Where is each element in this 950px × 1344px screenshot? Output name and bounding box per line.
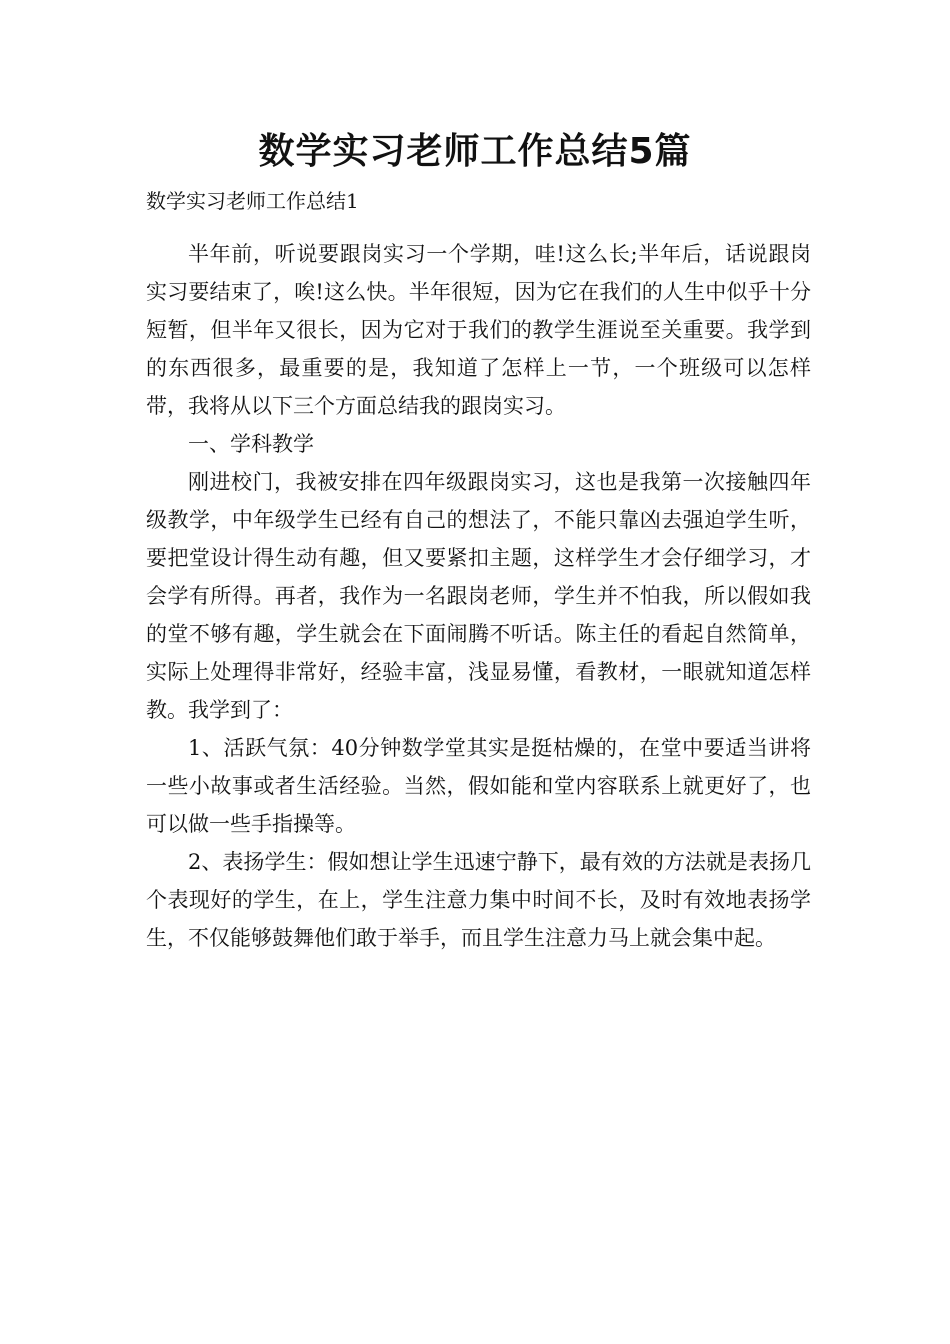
- document-body: [146, 235, 811, 957]
- paragraph-point-2: 2、表扬学生：假如想让学生迅速宁静下，最有效的方法就是表扬几个表现好的学生，在上，学生注意力集中时间不长，及时有效地表扬学生，不仅能够鼓舞他们敢于举手，而且学生注意力马上就会集中起。: [146, 850, 811, 950]
- paragraph-intro: 半年前，听说要跟岗实习一个学期，哇!这么长;半年后，话说跟岗实习要结束了，唉!这么快。半年很短，因为它在我们的人生中似乎十分短暂，但半年又很长，因为它对于我们的教学生涯说至关重要。我学到的东西很多，最重要的是，我知道了怎样上一节，一个班级可以怎样带，我将从以下三个方面总结我的跟岗实习。: [146, 242, 811, 418]
- document-title: 数学实习老师工作总结5篇: [258, 131, 692, 172]
- paragraph-point-1: 1、活跃气氛：40分钟数学堂其实是挺枯燥的，在堂中要适当讲将一些小故事或者生活经验。当然，假如能和堂内容联系上就更好了，也可以做一些手指操等。: [146, 736, 811, 836]
- document-subtitle: 数学实习老师工作总结1: [146, 189, 359, 213]
- section-heading-subject-teaching: 一、学科教学: [188, 432, 314, 456]
- paragraph-subject-teaching: 刚进校门，我被安排在四年级跟岗实习，这也是我第一次接触四年级教学，中年级学生已经有自己的想法了，不能只靠凶去强迫学生听，要把堂设计得生动有趣，但又要紧扣主题，这样学生才会仔细学习，才会学有所得。再者，我作为一名跟岗老师，学生并不怕我，所以假如我的堂不够有趣，学生就会在下面闹腾不听话。陈主任的看起自然简单，实际上处理得非常好，经验丰富，浅显易懂，看教材，一眼就知道怎样教。我学到了：: [146, 470, 811, 722]
